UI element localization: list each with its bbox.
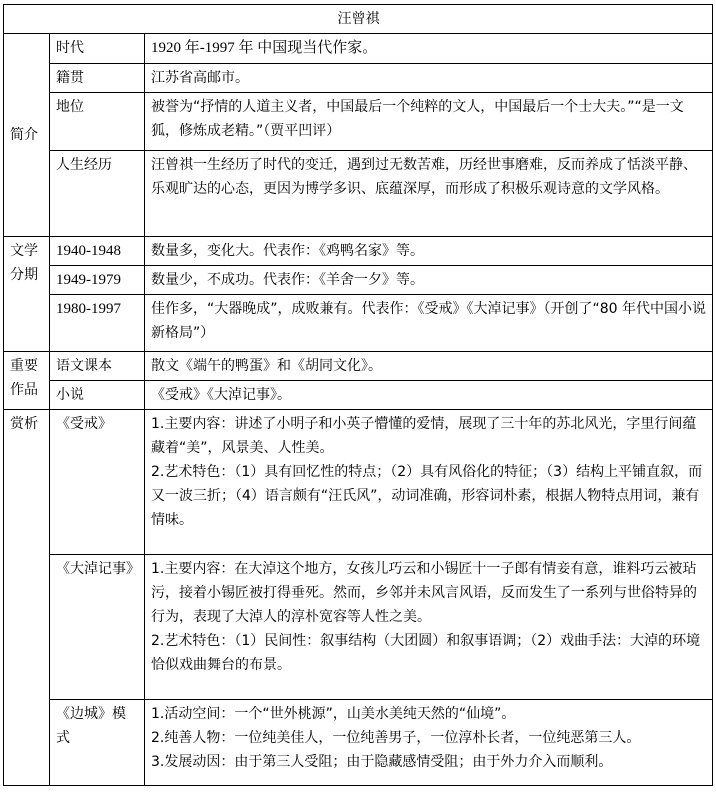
row-value-biancheng	[145, 700, 713, 786]
analysis-line: 1.主要内容：在大淖这个地方，女孩儿巧云和小锡匠十一子郎有情妾有意，谁料巧云被玷污，接着小锡匠被打得垂死。然而，乡邻并未风言风语，反而发生了一系列与世俗特异的行为，表现了大淖人的淳朴宽容等人性之美。	[151, 561, 697, 625]
row-key-period-3: 1980-1997	[50, 295, 145, 352]
row-value-period-3: 佳作多，“大器晚成”，成败兼有。代表作：《受戒》《大淖记事》（开创了“80 年代中国小说新格局”）	[145, 295, 713, 352]
row-key-period-2: 1949-1979	[50, 266, 145, 295]
row-key-biancheng: 《边城》模式	[50, 700, 145, 786]
row-key-status: 地位	[50, 93, 145, 151]
row-value-period-2: 数量少，不成功。代表作：《羊舍一夕》等。	[145, 266, 713, 295]
analysis-line: 2.艺术特色：（1）具有回忆性的特点；（2）具有风俗化的特征；（3）结构上平铺直叙，而又一波三折；（4）语言颇有“汪氏风”，动词准确，形容词朴素，根据人物特点用词，兼有情味。	[151, 464, 703, 528]
analysis-line: 1.主要内容：讲述了小明子和小英子懵懂的爱情，展现了三十年的苏北风光，字里行间蕴藏着“美”，风景美、人性美。	[151, 416, 697, 456]
table-title: 汪曾祺	[4, 5, 713, 34]
row-value-shoujie	[145, 410, 713, 555]
row-value-life: 汪曾祺一生经历了时代的变迁，遇到过无数苦难，历经世事磨难，反而养成了恬淡平静、乐观旷达的心态，更因为博学多识、底蕴深厚，而形成了积极乐观诗意的文学风格。	[145, 151, 713, 237]
row-key-hometown: 籍贯	[50, 64, 145, 93]
author-profile-table	[3, 4, 713, 786]
analysis-line: 2.纯善人物：一位纯美佳人，一位纯善男子，一位淳朴长者，一位纯恶第三人。	[151, 730, 641, 746]
row-key-period-1: 1940-1948	[50, 237, 145, 266]
row-value-period-1: 数量多，变化大。代表作：《鸡鸭名家》等。	[145, 237, 713, 266]
row-value-danao	[145, 555, 713, 700]
analysis-line: 1.活动空间：一个“世外桃源”，山美水美纯天然的“仙境”。	[151, 706, 516, 722]
section-label-periods: 文学分期	[4, 237, 50, 352]
row-key-danao: 《大淖记事》	[50, 555, 145, 700]
row-value-status: 被誉为“抒情的人道主义者，中国最后一个纯粹的文人，中国最后一个士大夫。”“是一文狐，修炼成老精。”（贾平凹评）	[145, 93, 713, 151]
row-key-shoujie: 《受戒》	[50, 410, 145, 555]
section-label-analysis: 赏析	[4, 410, 50, 786]
row-value-textbook: 散文《端午的鸭蛋》和《胡同文化》。	[145, 352, 713, 381]
row-value-novels: 《受戒》《大淖记事》。	[145, 381, 713, 410]
row-key-era: 时代	[50, 34, 145, 64]
section-label-works: 重要作品	[4, 352, 50, 410]
row-value-era: 1920 年-1997 年 中国现当代作家。	[145, 34, 713, 64]
analysis-line: 2.艺术特色：（1）民间性：叙事结构（大团圆）和叙事语调；（2）戏曲手法：大淖的环境恰似戏曲舞台的布景。	[151, 633, 701, 673]
row-key-life: 人生经历	[50, 151, 145, 237]
row-value-hometown: 江苏省高邮市。	[145, 64, 713, 93]
row-key-textbook: 语文课本	[50, 352, 145, 381]
analysis-line: 3.发展动因：由于第三人受阻；由于隐藏感情受阻；由于外力介入而顺利。	[151, 754, 613, 770]
section-label-intro: 简介	[4, 34, 50, 237]
row-key-novels: 小说	[50, 381, 145, 410]
